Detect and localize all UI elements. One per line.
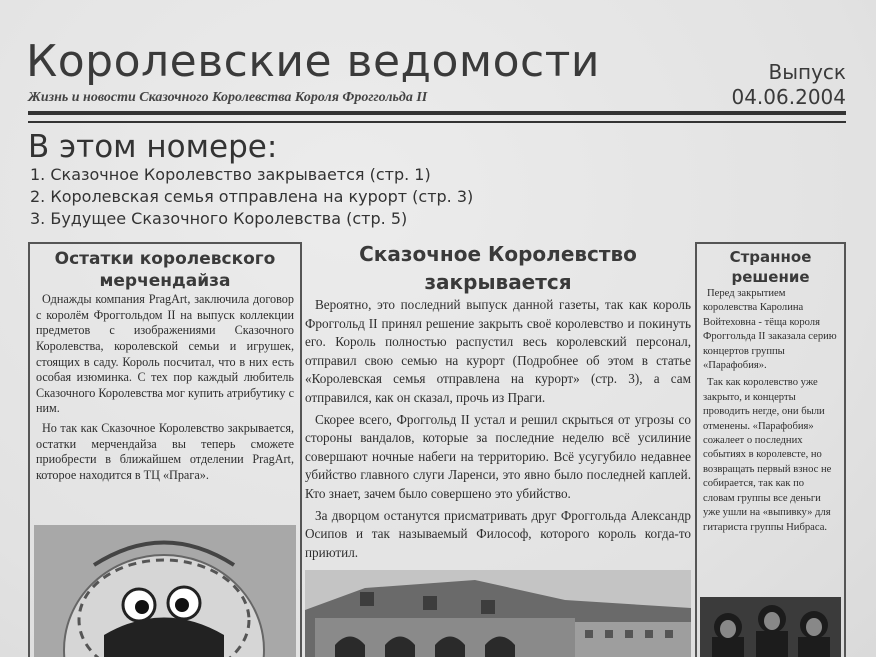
contents-title: В этом номере: [28, 129, 278, 165]
right-article-body [703, 287, 838, 535]
band-photo [700, 597, 841, 657]
right-article-heading: Странное решение [729, 248, 812, 286]
masthead-rule-thick [28, 111, 846, 115]
center-article-paragraph: За дворцом останутся присматривать друг Фроггольда Александр Осипов и так называемый Философ, которого король когда-то приютил. [305, 507, 691, 560]
right-article-box [695, 242, 846, 657]
contents-item: 3. Будущее Сказочного Королевства (стр. 5) [30, 209, 408, 228]
issue-label: Выпуск [768, 60, 846, 84]
castle-photo [305, 570, 691, 657]
left-article-paragraph: Но так как Сказочное Королевство закрывается, остатки мерчендайза вы теперь сможете приобрести в ближайшем отделении PragArt, которое находится в ТЦ «Прага». [36, 420, 294, 482]
right-article-paragraph: Так как королевство уже закрыто, и концерты проводить негде, они были отменены. «Парафобия» сожалеет о последних событиях в королевсте, но возвращать первый взнос не собирается, так как по словам группы все деньги уже ушли на «выпивку» для гитариста группы Нибраса. [703, 377, 832, 533]
masthead-rule-thin [28, 121, 846, 123]
center-article-paragraph: Скорее всего, Фроггольд II устал и решил скрыться от угрозы со стороны вандалов, которые за последние неделю всё усилиние совершают ночные набеги на территорию. Всё усугубило недавнее убийство главного слуги Ларенси, это явно было последней каплей. Кто знает, зачем было совершено это убийство. [305, 411, 691, 501]
issue-date: 04.06.2004 [731, 85, 846, 109]
contents-list [30, 165, 473, 231]
masthead-title: Королевские ведомости [26, 36, 600, 87]
masthead-subtitle: Жизнь и новости Сказочного Королевства Короля Фроггольда II [28, 90, 428, 105]
center-article [305, 240, 691, 565]
left-article-paragraph: Однажды компания PragArt, заключила договор с королём Фроггольдом II на выпуск коллекции предметов с изображениями Сказочного Королевства, королевской семьи и игрушек, стоящих в саду. Король посчитал, что в них есть особая изюминка. С тех пор каждый любитель Сказочного Королевства мог купить атрибутику с ним. [36, 292, 294, 416]
center-article-paragraph: Вероятно, это последний выпуск данной газеты, так как король Фроггольд II принял решение закрыть своё королевство и покинуть его. Король полностью распустил весь королевский персонал, отправил свою семью на курорт (Подробнее об этом в статье «Королевская семья отправлена на курорт» (стр. 3), а сам отправился, как он сказал, прочь из Праги. [305, 297, 691, 405]
center-article-body [305, 296, 691, 562]
right-article-paragraph: Перед закрытием королевства Каролина Войтеховна - тёща короля Фроггольда II заказала серию концертов группы «Парафобия». [703, 288, 837, 372]
contents-item: 2. Королевская семья отправлена на курорт (стр. 3) [30, 187, 474, 206]
center-article-heading: Сказочное Королевство закрывается [359, 242, 637, 294]
left-article-body [36, 292, 294, 483]
left-article-heading: Остатки королевского мерчендайза [54, 249, 276, 292]
merchandise-photo [34, 525, 296, 657]
contents-item: 1. Сказочное Королевство закрывается (стр. 1) [30, 165, 431, 184]
